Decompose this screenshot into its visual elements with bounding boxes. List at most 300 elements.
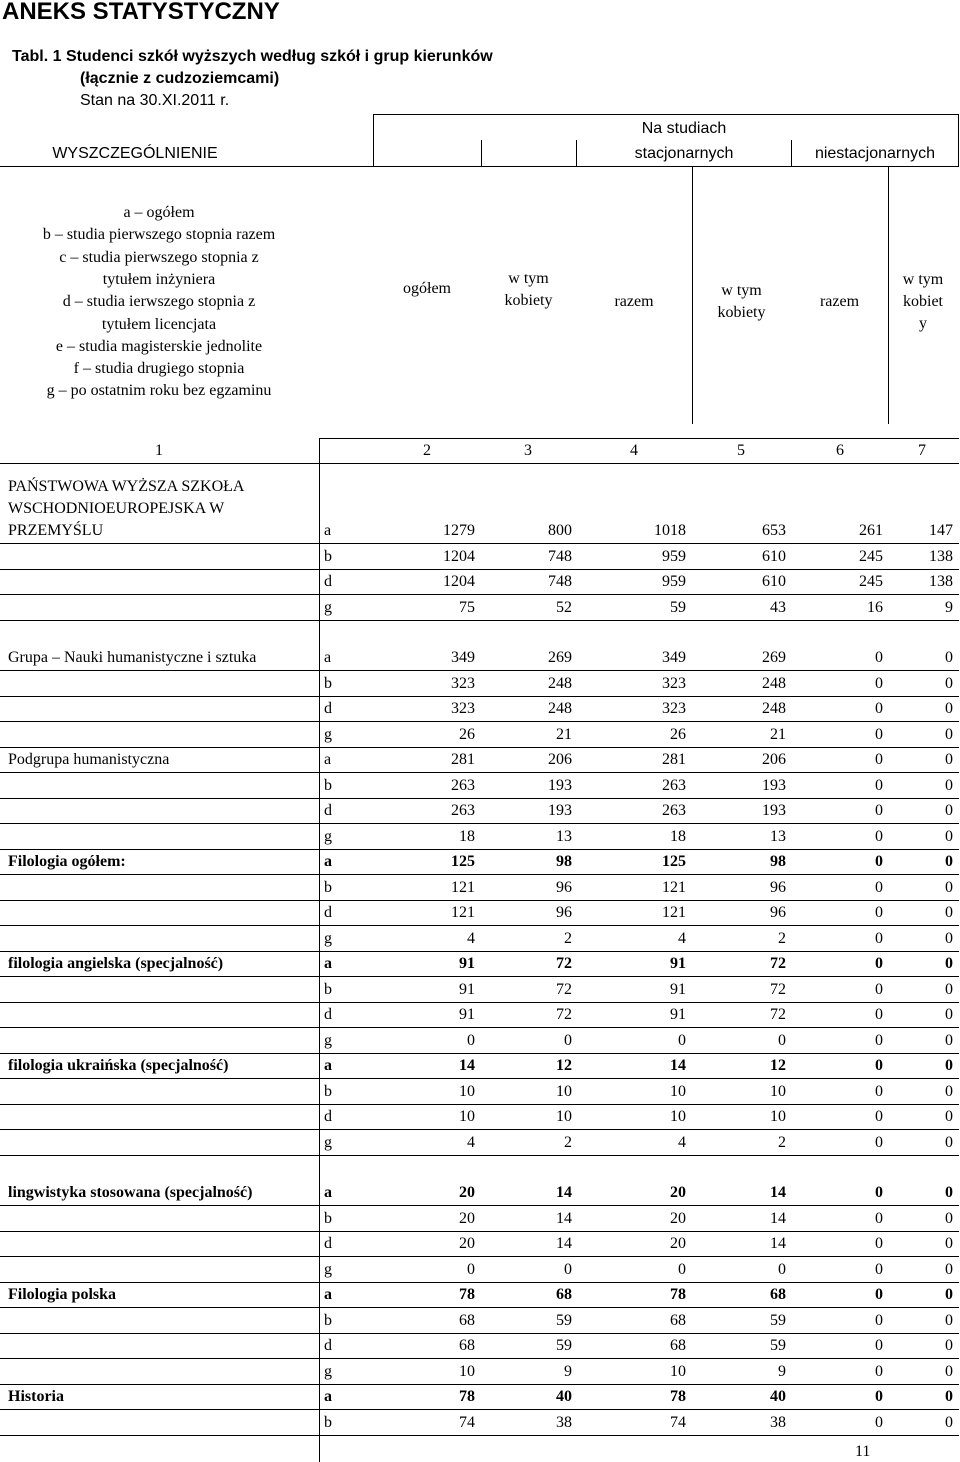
row-value: 91 [670, 955, 686, 972]
row-value: 74 [459, 1413, 475, 1431]
row-value: 38 [556, 1413, 572, 1431]
row-code: a [324, 649, 332, 666]
row-value: 4 [467, 929, 475, 947]
row-value: 0 [678, 1260, 686, 1278]
row-code: b [324, 1311, 332, 1329]
row-value: 0 [875, 1260, 883, 1278]
row-value: 0 [778, 1260, 786, 1278]
row-value: 281 [451, 751, 475, 768]
row-line [0, 925, 959, 926]
row-line [0, 1307, 959, 1308]
row-value: 91 [459, 980, 475, 998]
row-value: 323 [662, 700, 686, 717]
row-value: 72 [556, 955, 572, 972]
row-value: 72 [556, 980, 572, 998]
row-code: a [324, 751, 332, 768]
row-value: 263 [451, 776, 475, 794]
row-value: 193 [762, 802, 786, 819]
row-value: 0 [875, 1235, 883, 1252]
row-line [0, 670, 959, 671]
row-line [0, 1205, 959, 1206]
row-value: 20 [670, 1184, 686, 1201]
legend-line: g – po ostatnim roku bez egzaminu [46, 382, 272, 400]
row-value: 10 [670, 1362, 686, 1380]
row-code: g [324, 1260, 332, 1278]
row-line [0, 747, 959, 748]
row-value: 59 [770, 1311, 786, 1329]
row-value: 10 [770, 1108, 786, 1125]
row-code: b [324, 878, 332, 896]
row-value: 0 [875, 878, 883, 896]
row-code: b [324, 674, 332, 692]
row-value: 0 [945, 1362, 953, 1380]
row-value: 0 [945, 1133, 953, 1151]
row-code: g [324, 598, 332, 616]
row-value: 1204 [443, 573, 475, 590]
row-code: a [324, 955, 332, 972]
row-value: 245 [859, 573, 883, 590]
row-value: 0 [875, 1184, 883, 1201]
grid-line [373, 114, 374, 166]
row-value: 38 [770, 1413, 786, 1431]
row-value: 98 [770, 853, 786, 870]
row-value: 78 [459, 1286, 475, 1303]
row-code: b [324, 1082, 332, 1100]
row-value: 10 [770, 1082, 786, 1100]
row-code: a [324, 1057, 332, 1074]
row-value: 0 [564, 1031, 572, 1049]
row-value: 0 [875, 1337, 883, 1354]
row-line [0, 1256, 959, 1257]
row-value: 121 [451, 878, 475, 896]
legend-line: c – studia pierwszego stopnia z [59, 248, 259, 266]
row-code: a [324, 1388, 332, 1405]
row-line [0, 1155, 959, 1156]
row-value: 193 [548, 802, 572, 819]
table-date: Stan na 30.XI.2011 r. [80, 92, 230, 109]
row-value: 0 [945, 751, 953, 768]
row-value: 263 [662, 776, 686, 794]
row-value: 959 [662, 573, 686, 590]
row-value: 0 [875, 649, 883, 666]
col-ogolem: ogółem [403, 280, 451, 297]
legend-line: a – ogółem [123, 204, 195, 221]
row-value: 1279 [443, 522, 475, 539]
row-value: 18 [670, 827, 686, 845]
row-code: g [324, 827, 332, 845]
row-value: 0 [945, 1184, 953, 1201]
row-label: Filologia polska [8, 1286, 117, 1303]
row-code: b [324, 1413, 332, 1431]
row-value: 0 [778, 1031, 786, 1049]
row-value: 68 [459, 1311, 475, 1329]
column-number: 6 [836, 442, 844, 459]
page-number: 11 [855, 1443, 871, 1460]
row-value: 0 [875, 1413, 883, 1431]
row-label: Podgrupa humanistyczna [8, 751, 170, 768]
col-kobiety-2a: w tym [721, 282, 762, 299]
row-value: 269 [762, 649, 786, 666]
row-value: 0 [875, 1133, 883, 1151]
row-line [0, 1053, 959, 1054]
row-value: 10 [556, 1082, 572, 1100]
row-value: 10 [459, 1362, 475, 1380]
grid-line [0, 463, 959, 464]
row-value: 0 [945, 1388, 953, 1405]
row-code: a [324, 522, 332, 539]
row-line [0, 721, 959, 722]
row-value: 26 [459, 725, 475, 743]
row-value: 125 [662, 853, 686, 870]
col-kobiet-b: kobiet [903, 293, 943, 310]
row-code: g [324, 1031, 332, 1049]
row-value: 52 [556, 598, 572, 616]
row-label: filologia ukraińska (specjalność) [8, 1057, 229, 1074]
row-line [0, 1027, 959, 1028]
row-value: 0 [875, 1311, 883, 1329]
row-code: d [324, 1235, 332, 1252]
row-code: d [324, 700, 332, 717]
row-value: 0 [875, 751, 883, 768]
spec-header: WYSZCZEGÓLNIENIE [52, 145, 218, 162]
row-value: 0 [945, 1108, 953, 1125]
row-value: 0 [875, 1388, 883, 1405]
row-value: 0 [875, 700, 883, 717]
row-value: 323 [451, 700, 475, 717]
row-value: 20 [670, 1209, 686, 1227]
row-value: 20 [459, 1235, 475, 1252]
row-value: 10 [670, 1082, 686, 1100]
row-code: g [324, 1362, 332, 1380]
row-value: 269 [548, 649, 572, 666]
row-line [0, 1384, 959, 1385]
row-value: 0 [945, 1082, 953, 1100]
row-line [0, 1435, 959, 1436]
row-value: 0 [678, 1031, 686, 1049]
legend-line: d – studia ierwszego stopnia z [62, 293, 256, 311]
row-value: 59 [556, 1337, 572, 1354]
row-value: 96 [770, 878, 786, 896]
row-code: g [324, 929, 332, 947]
col-kobiet-c: y [919, 315, 927, 332]
row-value: 0 [945, 649, 953, 666]
legend-line: tytułem inżyniera [102, 270, 216, 288]
row-code: b [324, 1209, 332, 1227]
row-value: 0 [945, 802, 953, 819]
column-number: 5 [737, 442, 745, 459]
row-value: 40 [556, 1388, 572, 1405]
row-value: 10 [670, 1108, 686, 1125]
row-value: 72 [770, 980, 786, 998]
row-value: 193 [762, 776, 786, 794]
row-value: 206 [762, 751, 786, 768]
row-value: 610 [762, 547, 786, 565]
row-line [0, 1002, 959, 1003]
row-value: 75 [459, 598, 475, 616]
row-value: 0 [875, 1362, 883, 1380]
row-value: 0 [945, 1031, 953, 1049]
row-value: 2 [564, 929, 572, 947]
row-code: a [324, 853, 332, 870]
row-value: 248 [762, 700, 786, 717]
col-kobiety-1a: w tym [508, 270, 549, 287]
row-value: 4 [467, 1133, 475, 1151]
legend-line: e – studia magisterskie jednolite [55, 337, 263, 355]
row-value: 0 [875, 1286, 883, 1303]
row-value: 261 [859, 522, 883, 539]
row-value: 0 [945, 1260, 953, 1278]
row-value: 121 [662, 904, 686, 921]
row-value: 0 [875, 1082, 883, 1100]
school-name-line: PRZEMYŚLU [8, 522, 104, 539]
row-value: 4 [678, 929, 686, 947]
row-value: 0 [945, 980, 953, 998]
row-line [0, 1358, 959, 1359]
column-number: 2 [423, 442, 431, 459]
row-value: 14 [459, 1057, 475, 1074]
row-value: 0 [875, 725, 883, 743]
row-value: 248 [548, 700, 572, 717]
row-value: 96 [556, 878, 572, 896]
row-value: 959 [662, 547, 686, 565]
row-value: 0 [875, 904, 883, 921]
row-value: 91 [459, 955, 475, 972]
row-value: 12 [770, 1057, 786, 1074]
col-kobiety-1b: kobiety [504, 292, 553, 309]
row-line [0, 849, 959, 850]
row-value: 147 [929, 522, 953, 539]
row-value: 2 [778, 1133, 786, 1151]
row-value: 68 [670, 1337, 686, 1354]
row-value: 0 [945, 674, 953, 692]
row-value: 0 [945, 955, 953, 972]
row-value: 748 [548, 547, 572, 565]
row-code: d [324, 573, 332, 590]
row-value: 16 [867, 598, 883, 616]
row-value: 91 [670, 1006, 686, 1023]
col-kobiety-2b: kobiety [717, 304, 766, 321]
row-value: 263 [662, 802, 686, 819]
row-value: 0 [875, 955, 883, 972]
row-code: d [324, 1006, 332, 1023]
row-line [0, 620, 959, 621]
row-line [0, 543, 959, 544]
row-label: Filologia ogółem: [8, 853, 126, 870]
page-title: ANEKS STATYSTYCZNY [2, 0, 280, 25]
row-value: 0 [875, 1031, 883, 1049]
row-code: b [324, 980, 332, 998]
row-line [0, 1231, 959, 1232]
row-value: 800 [548, 522, 572, 539]
row-value: 0 [945, 776, 953, 794]
row-code: a [324, 1286, 332, 1303]
row-value: 0 [945, 725, 953, 743]
column-number: 1 [155, 442, 163, 459]
row-value: 0 [875, 1209, 883, 1227]
row-value: 2 [778, 929, 786, 947]
legend-line: tytułem licencjata [101, 315, 217, 333]
row-value: 98 [556, 853, 572, 870]
row-value: 121 [451, 904, 475, 921]
row-value: 74 [670, 1413, 686, 1431]
row-value: 748 [548, 573, 572, 590]
niestacjonarnych-header: niestacjonarnych [814, 145, 936, 162]
col-razem-1: razem [614, 293, 654, 310]
row-value: 0 [875, 802, 883, 819]
row-value: 0 [875, 1108, 883, 1125]
row-value: 0 [467, 1031, 475, 1049]
row-line [0, 1409, 959, 1410]
row-value: 14 [556, 1235, 572, 1252]
row-value: 193 [548, 776, 572, 794]
na-studiach-header: Na studiach [641, 120, 727, 137]
table-subtitle: (łącznie z cudzoziemcami) [80, 70, 280, 87]
row-line [0, 951, 959, 952]
row-line [0, 696, 959, 697]
row-value: 0 [945, 853, 953, 870]
grid-line [481, 140, 482, 166]
row-value: 121 [662, 878, 686, 896]
row-code: a [324, 1184, 332, 1201]
row-value: 13 [770, 827, 786, 845]
row-value: 26 [670, 725, 686, 743]
row-value: 0 [467, 1260, 475, 1278]
row-value: 0 [875, 827, 883, 845]
row-line [0, 900, 959, 901]
grid-line [319, 438, 959, 439]
row-code: d [324, 1337, 332, 1354]
row-value: 0 [875, 1057, 883, 1074]
row-value: 349 [662, 649, 686, 666]
row-value: 323 [662, 674, 686, 692]
row-value: 43 [770, 598, 786, 616]
row-value: 10 [459, 1082, 475, 1100]
row-value: 653 [762, 522, 786, 539]
row-value: 0 [945, 1057, 953, 1074]
row-code: d [324, 1108, 332, 1125]
row-code: g [324, 1133, 332, 1151]
row-label: lingwistyka stosowana (specjalność) [8, 1184, 253, 1201]
row-value: 14 [670, 1057, 686, 1074]
row-line [0, 798, 959, 799]
row-value: 0 [945, 1235, 953, 1252]
row-value: 0 [945, 904, 953, 921]
row-line [0, 1333, 959, 1334]
row-value: 18 [459, 827, 475, 845]
row-value: 125 [451, 853, 475, 870]
row-value: 0 [945, 1337, 953, 1354]
row-line [0, 772, 959, 773]
row-value: 1204 [443, 547, 475, 565]
row-code: b [324, 547, 332, 565]
col-razem-2: razem [819, 293, 860, 310]
row-line [0, 1078, 959, 1079]
row-value: 78 [670, 1388, 686, 1405]
row-value: 0 [875, 853, 883, 870]
row-value: 248 [762, 674, 786, 692]
row-value: 138 [929, 547, 953, 565]
row-value: 20 [670, 1235, 686, 1252]
row-value: 68 [670, 1311, 686, 1329]
row-value: 0 [945, 1286, 953, 1303]
column-number: 7 [918, 442, 926, 459]
row-code: g [324, 725, 332, 743]
row-code: b [324, 776, 332, 794]
row-value: 20 [459, 1184, 475, 1201]
row-value: 0 [945, 1311, 953, 1329]
row-value: 0 [875, 1006, 883, 1023]
row-value: 13 [556, 827, 572, 845]
row-value: 91 [670, 980, 686, 998]
row-value: 68 [556, 1286, 572, 1303]
row-value: 0 [945, 929, 953, 947]
row-code: d [324, 802, 332, 819]
row-value: 96 [770, 904, 786, 921]
row-value: 138 [929, 573, 953, 590]
row-value: 0 [875, 980, 883, 998]
row-value: 21 [770, 725, 786, 743]
row-line [0, 874, 959, 875]
row-value: 0 [945, 1209, 953, 1227]
row-value: 10 [556, 1108, 572, 1125]
row-value: 263 [451, 802, 475, 819]
row-value: 20 [459, 1209, 475, 1227]
row-label: Historia [8, 1388, 64, 1405]
row-value: 91 [459, 1006, 475, 1023]
row-code: d [324, 904, 332, 921]
row-line [0, 569, 959, 570]
row-value: 14 [556, 1184, 572, 1201]
row-value: 9 [945, 598, 953, 616]
row-label: filologia angielska (specjalność) [8, 955, 224, 972]
row-value: 9 [778, 1362, 786, 1380]
row-line [0, 1282, 959, 1283]
row-value: 349 [451, 649, 475, 666]
row-value: 78 [670, 1286, 686, 1303]
row-value: 248 [548, 674, 572, 692]
row-value: 72 [556, 1006, 572, 1023]
legend-line: b – studia pierwszego stopnia razem [42, 226, 276, 244]
row-value: 21 [556, 725, 572, 743]
row-value: 0 [945, 700, 953, 717]
row-value: 0 [945, 1006, 953, 1023]
row-value: 59 [556, 1311, 572, 1329]
row-label: Grupa – Nauki humanistyczne i sztuka [8, 649, 257, 666]
row-value: 12 [556, 1057, 572, 1074]
row-value: 1018 [654, 522, 686, 539]
row-value: 0 [875, 674, 883, 692]
row-value: 0 [875, 776, 883, 794]
row-value: 14 [556, 1209, 572, 1227]
row-value: 14 [770, 1184, 786, 1201]
column-number: 4 [630, 442, 638, 459]
legend-line: f – studia drugiego stopnia [73, 360, 245, 378]
col-kobiet-a: w tym [902, 271, 944, 288]
row-value: 245 [859, 547, 883, 565]
row-value: 40 [770, 1388, 786, 1405]
row-value: 78 [459, 1388, 475, 1405]
school-name-line: PAŃSTWOWA WYŻSZA SZKOŁA [8, 478, 245, 495]
row-line [0, 976, 959, 977]
row-line [0, 594, 959, 595]
row-value: 206 [548, 751, 572, 768]
row-value: 4 [678, 1133, 686, 1151]
row-line [0, 1129, 959, 1130]
row-value: 0 [564, 1260, 572, 1278]
row-value: 68 [770, 1286, 786, 1303]
row-value: 14 [770, 1235, 786, 1252]
row-value: 281 [662, 751, 686, 768]
